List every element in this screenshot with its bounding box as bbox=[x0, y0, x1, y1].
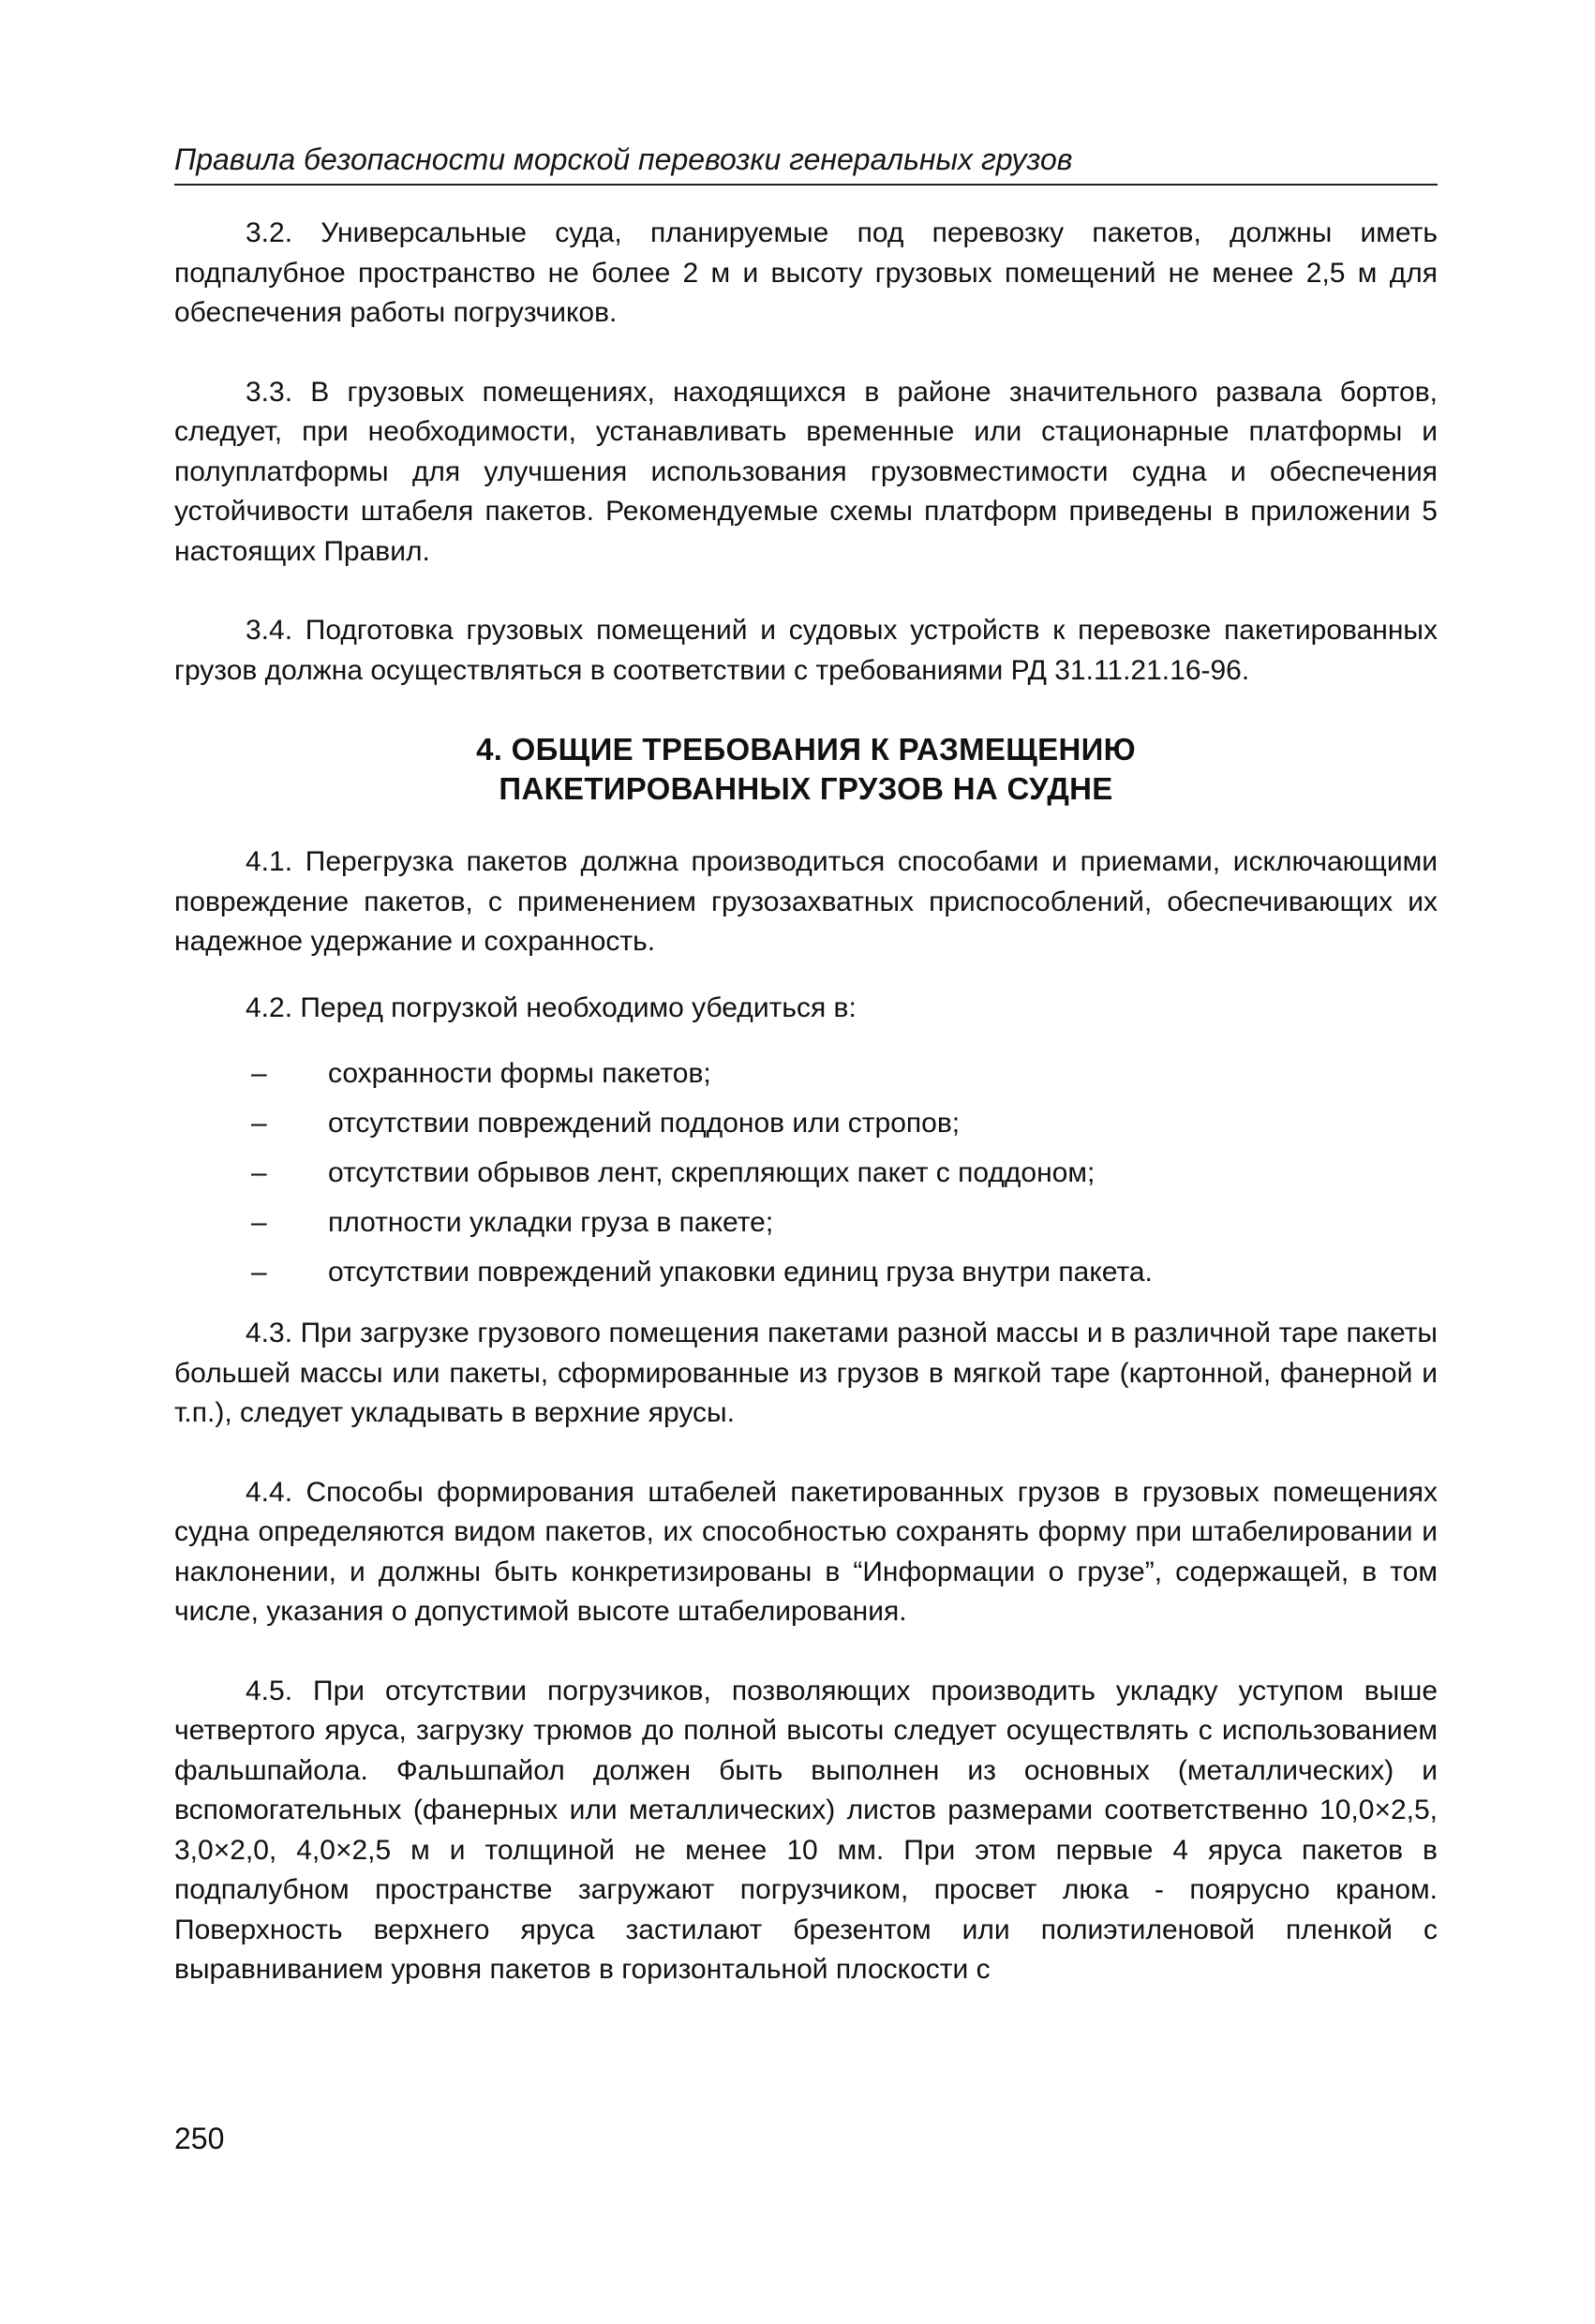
section-4-title bbox=[174, 730, 1438, 809]
list-item bbox=[174, 1253, 1438, 1291]
paragraph-4-4: 4.4. Способы формирования штабелей пакетированных грузов в грузовых помещениях судна определяются видом пакетов, их способностью сохранять форму при штабелировании и наклонении, и должны быть конкретизированы в “Информации о грузе”, содержащей, в том числе, указания о допустимой высоте штабелирования. bbox=[174, 1476, 1438, 1627]
list-item bbox=[174, 1054, 1438, 1093]
running-header: Правила безопасности морской перевозки генеральных грузов bbox=[174, 141, 1438, 186]
section-title-line-2: ПАКЕТИРОВАННЫХ ГРУЗОВ НА СУДНЕ bbox=[499, 771, 1113, 806]
list-item bbox=[174, 1154, 1438, 1192]
paragraph-3-4: 3.4. Подготовка грузовых помещений и судовых устройств к перевозке пакетированных грузов должна осуществляться в соответствии с требованиями РД 31.11.21.16-96. bbox=[174, 615, 1438, 686]
section-title-line-1: 4. ОБЩИЕ ТРЕБОВАНИЯ К РАЗМЕЩЕНИЮ bbox=[476, 732, 1136, 767]
paragraph-4-2: 4.2. Перед погрузкой необходимо убедиться в: bbox=[246, 991, 857, 1023]
list-item-text: отсутствии повреждений поддонов или стропов; bbox=[328, 1108, 961, 1139]
list-item bbox=[174, 1104, 1438, 1142]
dash-marker: – bbox=[251, 1058, 267, 1089]
paragraph-4-3: 4.3. При загрузке грузового помещения пакетами разной массы и в различной таре пакеты большей массы или пакеты, сформированные из грузов в мягкой таре (картонной, фанерной и т.п.), следует укладывать в верхние ярусы. bbox=[174, 1318, 1438, 1428]
dash-marker: – bbox=[251, 1108, 267, 1139]
dash-marker: – bbox=[251, 1207, 267, 1238]
list-item-text: плотности укладки груза в пакете; bbox=[328, 1207, 774, 1238]
list-item-text: отсутствии обрывов лент, скрепляющих пакет с поддоном; bbox=[328, 1157, 1096, 1188]
checklist bbox=[174, 1054, 1438, 1291]
dash-marker: – bbox=[251, 1257, 267, 1288]
paragraph-4-1: 4.1. Перегрузка пакетов должна производиться способами и приемами, исключающими повреждение пакетов, с применением грузозахватных приспособлений, обеспечивающих их надежное удержание и сохранность. bbox=[174, 846, 1438, 957]
list-item bbox=[174, 1203, 1438, 1242]
paragraph-4-5: 4.5. При отсутствии погрузчиков, позволяющих производить укладку уступом выше четвертого яруса, загрузку трюмов до полной высоты следует осуществлять с использованием фальшпайола. Фальшпайол должен быть выполнен из основных (металлических) и вспомогательных (фанерных или металлических) листов размерами соответственно 10,0×2,5, 3,0×2,0, 4,0×2,5 м и толщиной не менее 10 мм. При этом первые 4 яруса пакетов в подпалубном пространстве загружают погрузчиком, просвет люка - поярусно краном. Поверхность верхнего яруса застилают брезентом или полиэтиленовой пленкой с выравниванием уровня пакетов в горизонтальной плоскости с bbox=[174, 1675, 1438, 1985]
dash-marker: – bbox=[251, 1157, 267, 1188]
paragraph-3-2: 3.2. Универсальные суда, планируемые под перевозку пакетов, должны иметь подпалубное пространство не более 2 м и высоту грузовых помещений не менее 2,5 м для обеспечения работы погрузчиков. bbox=[174, 217, 1438, 328]
paragraph-3-3: 3.3. В грузовых помещениях, находящихся в районе значительного развала бортов, следует, при необходимости, устанавливать временные или стационарные платформы и полуплатформы для улучшения использования грузовместимости судна и обеспечения устойчивости штабеля пакетов. Рекомендуемые схемы платформ приведены в приложении 5 настоящих Правил. bbox=[174, 376, 1438, 567]
list-item-text: сохранности формы пакетов; bbox=[328, 1058, 711, 1089]
page-number: 250 bbox=[174, 2122, 225, 2155]
list-item-text: отсутствии повреждений упаковки единиц груза внутри пакета. bbox=[328, 1257, 1153, 1288]
document-page bbox=[174, 141, 1438, 2030]
